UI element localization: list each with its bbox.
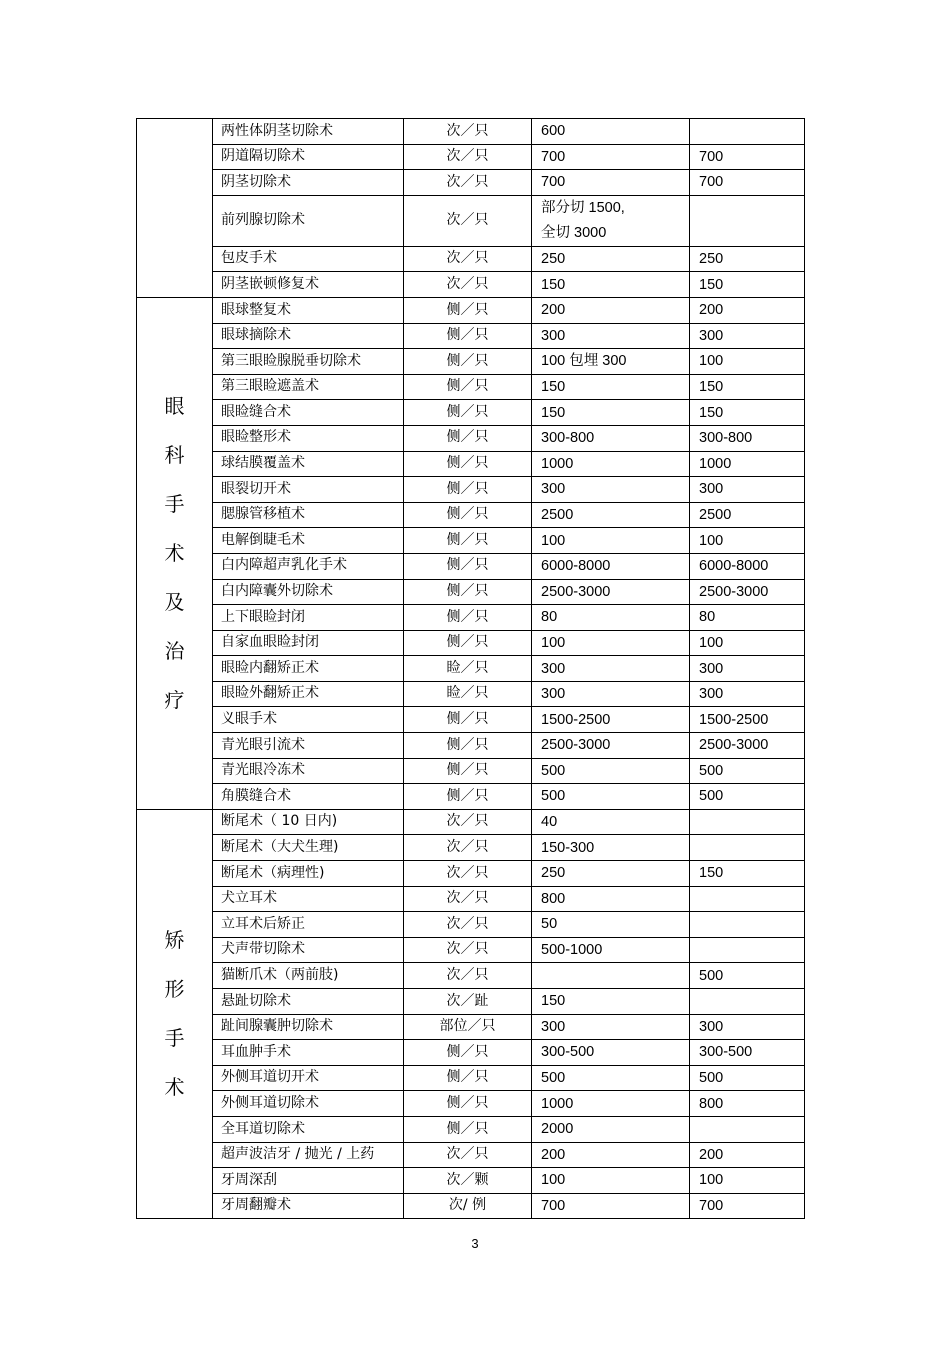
price-cell: 700	[532, 1193, 690, 1219]
table-row	[137, 246, 805, 272]
price-cell-alt: 300	[690, 681, 805, 707]
unit-cell: 侧／只	[404, 630, 532, 656]
unit-cell: 侧／只	[404, 784, 532, 810]
unit-cell: 次／只	[404, 809, 532, 835]
procedure-name: 眼睑缝合术	[213, 400, 404, 426]
price-cell-alt: 800	[690, 1091, 805, 1117]
unit-cell: 次／只	[404, 119, 532, 145]
price-cell-alt: 100	[690, 349, 805, 375]
price-cell: 300	[532, 656, 690, 682]
category-label: 矫形手术	[164, 928, 185, 1100]
price-cell-alt: 500	[690, 963, 805, 989]
price-cell-alt: 500	[690, 784, 805, 810]
table-row	[137, 425, 805, 451]
procedure-name: 阴道隔切除术	[213, 144, 404, 170]
unit-cell: 侧／只	[404, 297, 532, 323]
table-row	[137, 605, 805, 631]
price-cell: 2500-3000	[532, 579, 690, 605]
procedure-name: 阴茎嵌顿修复术	[213, 272, 404, 298]
procedure-name: 趾间腺囊肿切除术	[213, 1014, 404, 1040]
price-cell-alt: 2500-3000	[690, 733, 805, 759]
price-cell-alt	[690, 195, 805, 246]
procedure-name: 第三眼睑腺脱垂切除术	[213, 349, 404, 375]
unit-cell: 次／只	[404, 835, 532, 861]
procedure-name: 白内障囊外切除术	[213, 579, 404, 605]
price-cell-alt: 6000-8000	[690, 553, 805, 579]
table-row	[137, 681, 805, 707]
price-cell: 500	[532, 1065, 690, 1091]
table-row	[137, 707, 805, 733]
price-cell-alt: 300-800	[690, 425, 805, 451]
price-line: 部分切 1500,	[541, 199, 625, 216]
category-cell	[137, 119, 213, 298]
price-cell: 500	[532, 784, 690, 810]
procedure-name: 全耳道切除术	[213, 1116, 404, 1142]
table-row	[137, 861, 805, 887]
price-cell: 1500-2500	[532, 707, 690, 733]
price-cell-alt: 200	[690, 297, 805, 323]
price-cell: 600	[532, 119, 690, 145]
price-cell: 2500	[532, 502, 690, 528]
table-row	[137, 1168, 805, 1194]
procedure-name: 球结膜覆盖术	[213, 451, 404, 477]
procedure-name: 犬声带切除术	[213, 937, 404, 963]
price-cell: 100	[532, 1168, 690, 1194]
table-row	[137, 502, 805, 528]
price-cell-alt: 150	[690, 374, 805, 400]
unit-cell: 次／只	[404, 912, 532, 938]
procedure-name: 眼球整复术	[213, 297, 404, 323]
price-cell-alt: 300	[690, 477, 805, 503]
price-cell: 100 包埋 300	[532, 349, 690, 375]
price-cell-alt: 700	[690, 144, 805, 170]
unit-cell: 侧／只	[404, 425, 532, 451]
table-row	[137, 1116, 805, 1142]
price-cell: 800	[532, 886, 690, 912]
unit-cell: 次／只	[404, 195, 532, 246]
category-cell	[137, 297, 213, 809]
procedure-name: 青光眼冷冻术	[213, 758, 404, 784]
table-row	[137, 656, 805, 682]
procedure-name: 阴茎切除术	[213, 170, 404, 196]
unit-cell: 侧／只	[404, 1091, 532, 1117]
table-row	[137, 195, 805, 246]
unit-cell: 睑／只	[404, 681, 532, 707]
unit-cell: 次／只	[404, 1142, 532, 1168]
unit-cell: 部位／只	[404, 1014, 532, 1040]
price-cell-alt: 300	[690, 323, 805, 349]
price-cell: 150	[532, 272, 690, 298]
price-cell-alt	[690, 912, 805, 938]
unit-cell: 睑／只	[404, 656, 532, 682]
unit-cell: 侧／只	[404, 374, 532, 400]
price-cell: 1000	[532, 451, 690, 477]
price-cell-alt: 700	[690, 170, 805, 196]
table-row	[137, 400, 805, 426]
procedure-name: 立耳术后矫正	[213, 912, 404, 938]
table-row	[137, 1193, 805, 1219]
price-cell	[532, 195, 690, 246]
price-cell-alt	[690, 937, 805, 963]
price-cell-alt: 2500	[690, 502, 805, 528]
price-cell-alt: 200	[690, 1142, 805, 1168]
price-cell: 300	[532, 477, 690, 503]
price-cell: 40	[532, 809, 690, 835]
price-cell-alt: 100	[690, 528, 805, 554]
price-cell-alt: 500	[690, 1065, 805, 1091]
price-cell: 80	[532, 605, 690, 631]
price-cell: 300	[532, 681, 690, 707]
procedure-name: 包皮手术	[213, 246, 404, 272]
unit-cell: 次／只	[404, 144, 532, 170]
unit-cell: 次／只	[404, 272, 532, 298]
procedure-name: 前列腺切除术	[213, 195, 404, 246]
unit-cell: 次／只	[404, 886, 532, 912]
price-cell-alt: 700	[690, 1193, 805, 1219]
procedure-name: 眼睑外翻矫正术	[213, 681, 404, 707]
procedure-name: 眼睑内翻矫正术	[213, 656, 404, 682]
unit-cell: 次／趾	[404, 989, 532, 1015]
procedure-name: 白内障超声乳化手术	[213, 553, 404, 579]
unit-cell: 侧／只	[404, 1116, 532, 1142]
unit-cell: 次/ 例	[404, 1193, 532, 1219]
price-cell	[532, 963, 690, 989]
price-cell-alt: 300	[690, 656, 805, 682]
unit-cell: 次／只	[404, 937, 532, 963]
price-cell: 100	[532, 528, 690, 554]
price-cell-alt: 80	[690, 605, 805, 631]
price-cell-alt: 2500-3000	[690, 579, 805, 605]
procedure-name: 断尾术（ 10 日内)	[213, 809, 404, 835]
category-label: 眼科手术及治疗	[164, 393, 185, 712]
procedure-name: 猫断爪术（两前肢)	[213, 963, 404, 989]
price-cell-alt	[690, 835, 805, 861]
procedure-name: 义眼手术	[213, 707, 404, 733]
price-cell: 150	[532, 989, 690, 1015]
unit-cell: 次／只	[404, 170, 532, 196]
price-cell: 100	[532, 630, 690, 656]
table-row	[137, 758, 805, 784]
price-cell: 1000	[532, 1091, 690, 1117]
price-cell-alt: 1500-2500	[690, 707, 805, 733]
table-row	[137, 119, 805, 145]
table-row	[137, 374, 805, 400]
page-number: 3	[471, 1236, 479, 1251]
table-row	[137, 1014, 805, 1040]
table-row	[137, 1142, 805, 1168]
price-cell-alt	[690, 886, 805, 912]
procedure-name: 两性体阴茎切除术	[213, 119, 404, 145]
procedure-name: 断尾术（大犬生理)	[213, 835, 404, 861]
procedure-name: 第三眼睑遮盖术	[213, 374, 404, 400]
price-cell: 200	[532, 297, 690, 323]
procedure-name: 眼睑整形术	[213, 425, 404, 451]
price-cell-alt: 300-500	[690, 1040, 805, 1066]
procedure-name: 牙周翻瓣术	[213, 1193, 404, 1219]
price-cell: 300	[532, 1014, 690, 1040]
table-row	[137, 809, 805, 835]
unit-cell: 侧／只	[404, 451, 532, 477]
price-cell-alt: 100	[690, 630, 805, 656]
table-row	[137, 886, 805, 912]
table-row	[137, 528, 805, 554]
procedure-name: 牙周深刮	[213, 1168, 404, 1194]
price-cell: 700	[532, 144, 690, 170]
procedure-name: 断尾术（病理性)	[213, 861, 404, 887]
table-row	[137, 1065, 805, 1091]
procedure-name: 悬趾切除术	[213, 989, 404, 1015]
table-row	[137, 1091, 805, 1117]
surgery-price-table	[136, 118, 805, 1219]
unit-cell: 侧／只	[404, 605, 532, 631]
price-cell: 500-1000	[532, 937, 690, 963]
table-row	[137, 477, 805, 503]
unit-cell: 侧／只	[404, 758, 532, 784]
table-row	[137, 297, 805, 323]
table-row	[137, 733, 805, 759]
procedure-name: 眼球摘除术	[213, 323, 404, 349]
price-cell: 200	[532, 1142, 690, 1168]
price-cell: 300-800	[532, 425, 690, 451]
price-cell-alt: 150	[690, 861, 805, 887]
price-cell: 500	[532, 758, 690, 784]
table-row	[137, 963, 805, 989]
table-body	[137, 119, 805, 1219]
unit-cell: 侧／只	[404, 400, 532, 426]
price-cell-alt: 100	[690, 1168, 805, 1194]
price-cell-alt: 500	[690, 758, 805, 784]
price-cell-alt: 150	[690, 272, 805, 298]
price-cell: 300-500	[532, 1040, 690, 1066]
table-row	[137, 451, 805, 477]
table-row	[137, 579, 805, 605]
table-row	[137, 323, 805, 349]
price-cell-alt: 150	[690, 400, 805, 426]
table-row	[137, 937, 805, 963]
unit-cell: 侧／只	[404, 1065, 532, 1091]
price-cell-alt: 300	[690, 1014, 805, 1040]
price-cell-alt	[690, 119, 805, 145]
table-row	[137, 912, 805, 938]
table-row	[137, 989, 805, 1015]
procedure-name: 超声波洁牙 / 抛光 / 上药	[213, 1142, 404, 1168]
table-row	[137, 144, 805, 170]
table-row	[137, 553, 805, 579]
procedure-name: 电解倒睫毛术	[213, 528, 404, 554]
procedure-name: 自家血眼睑封闭	[213, 630, 404, 656]
procedure-name: 外侧耳道切除术	[213, 1091, 404, 1117]
table-row	[137, 630, 805, 656]
table-row	[137, 170, 805, 196]
price-cell: 300	[532, 323, 690, 349]
table-row	[137, 272, 805, 298]
unit-cell: 侧／只	[404, 707, 532, 733]
price-line: 全切 3000	[541, 224, 607, 241]
unit-cell: 侧／只	[404, 1040, 532, 1066]
unit-cell: 侧／只	[404, 553, 532, 579]
unit-cell: 侧／只	[404, 502, 532, 528]
unit-cell: 侧／只	[404, 349, 532, 375]
price-cell-alt	[690, 989, 805, 1015]
table-row	[137, 835, 805, 861]
price-cell-alt: 1000	[690, 451, 805, 477]
price-cell: 700	[532, 170, 690, 196]
unit-cell: 次／只	[404, 246, 532, 272]
procedure-name: 犬立耳术	[213, 886, 404, 912]
price-cell: 150	[532, 374, 690, 400]
table-row	[137, 349, 805, 375]
unit-cell: 侧／只	[404, 579, 532, 605]
unit-cell: 侧／只	[404, 528, 532, 554]
procedure-name: 外侧耳道切开术	[213, 1065, 404, 1091]
unit-cell: 次／只	[404, 861, 532, 887]
price-cell: 250	[532, 246, 690, 272]
procedure-name: 青光眼引流术	[213, 733, 404, 759]
price-cell: 150	[532, 400, 690, 426]
unit-cell: 侧／只	[404, 323, 532, 349]
price-cell: 6000-8000	[532, 553, 690, 579]
price-cell-alt: 250	[690, 246, 805, 272]
price-cell: 150-300	[532, 835, 690, 861]
procedure-name: 角膜缝合术	[213, 784, 404, 810]
procedure-name: 腮腺管移植术	[213, 502, 404, 528]
price-cell-alt	[690, 1116, 805, 1142]
unit-cell: 次／只	[404, 963, 532, 989]
procedure-name: 耳血肿手术	[213, 1040, 404, 1066]
category-cell	[137, 809, 213, 1219]
price-cell-alt	[690, 809, 805, 835]
table-row	[137, 1040, 805, 1066]
unit-cell: 侧／只	[404, 477, 532, 503]
table-row	[137, 784, 805, 810]
price-cell: 2000	[532, 1116, 690, 1142]
procedure-name: 眼裂切开术	[213, 477, 404, 503]
unit-cell: 次／颗	[404, 1168, 532, 1194]
unit-cell: 侧／只	[404, 733, 532, 759]
price-cell: 250	[532, 861, 690, 887]
procedure-name: 上下眼睑封闭	[213, 605, 404, 631]
price-cell: 50	[532, 912, 690, 938]
price-cell: 2500-3000	[532, 733, 690, 759]
